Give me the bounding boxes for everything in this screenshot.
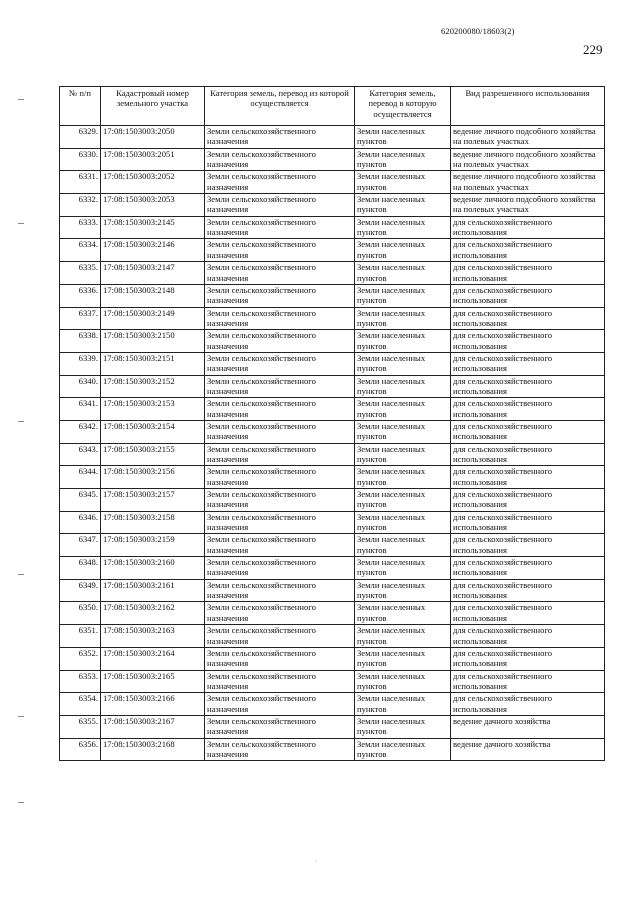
cell-permitted-use: для сельскохозяйственного использования — [451, 693, 605, 716]
table-row — [60, 330, 605, 353]
table-row — [60, 398, 605, 421]
cell-category-to: Земли населенных пунктов — [355, 738, 451, 761]
margin-mark — [18, 802, 24, 803]
cell-permitted-use: для сельскохозяйственного использования — [451, 216, 605, 239]
cell-category-to: Земли населенных пунктов — [355, 443, 451, 466]
cell-category-to: Земли населенных пунктов — [355, 126, 451, 149]
cell-cadastral: 17:08:1503003:2146 — [101, 239, 205, 262]
margin-mark — [18, 716, 24, 717]
cell-cadastral: 17:08:1503003:2158 — [101, 511, 205, 534]
cell-category-to: Земли населенных пунктов — [355, 352, 451, 375]
cell-category-to: Земли населенных пунктов — [355, 262, 451, 285]
cell-category-from: Земли сельскохозяйственного назначения — [205, 693, 355, 716]
cell-cadastral: 17:08:1503003:2156 — [101, 466, 205, 489]
cell-category-from: Земли сельскохозяйственного назначения — [205, 352, 355, 375]
cell-num: 6330. — [60, 148, 101, 171]
table-row — [60, 375, 605, 398]
cell-category-to: Земли населенных пунктов — [355, 602, 451, 625]
cell-category-to: Земли населенных пунктов — [355, 534, 451, 557]
cell-cadastral: 17:08:1503003:2154 — [101, 420, 205, 443]
cell-cadastral: 17:08:1503003:2053 — [101, 194, 205, 217]
document-code: 620200080/18603(2) — [441, 26, 515, 36]
cell-num: 6340. — [60, 375, 101, 398]
header-category-to: Категория земель, перевод в которую осуществляется — [355, 87, 451, 126]
cell-category-from: Земли сельскохозяйственного назначения — [205, 557, 355, 580]
table-row — [60, 715, 605, 738]
table-row — [60, 126, 605, 149]
cell-cadastral: 17:08:1503003:2051 — [101, 148, 205, 171]
cell-category-from: Земли сельскохозяйственного назначения — [205, 239, 355, 262]
cell-category-from: Земли сельскохозяйственного назначения — [205, 398, 355, 421]
cell-num: 6351. — [60, 625, 101, 648]
header-num: № п/п — [60, 87, 101, 126]
cell-category-to: Земли населенных пунктов — [355, 670, 451, 693]
cell-num: 6333. — [60, 216, 101, 239]
table-row — [60, 602, 605, 625]
cell-cadastral: 17:08:1503003:2157 — [101, 489, 205, 512]
table-row — [60, 693, 605, 716]
cell-permitted-use: ведение дачного хозяйства — [451, 738, 605, 761]
table-row — [60, 647, 605, 670]
cell-category-to: Земли населенных пунктов — [355, 557, 451, 580]
cell-permitted-use: для сельскохозяйственного использования — [451, 511, 605, 534]
cell-category-to: Земли населенных пунктов — [355, 398, 451, 421]
page-number: 229 — [583, 42, 603, 57]
cell-num: 6353. — [60, 670, 101, 693]
cell-num: 6350. — [60, 602, 101, 625]
cell-category-from: Земли сельскохозяйственного назначения — [205, 579, 355, 602]
cell-cadastral: 17:08:1503003:2163 — [101, 625, 205, 648]
cell-num: 6329. — [60, 126, 101, 149]
cell-permitted-use: для сельскохозяйственного использования — [451, 466, 605, 489]
cell-num: 6331. — [60, 171, 101, 194]
cell-category-to: Земли населенных пунктов — [355, 216, 451, 239]
table-row — [60, 534, 605, 557]
cell-category-from: Земли сельскохозяйственного назначения — [205, 284, 355, 307]
cell-category-to: Земли населенных пунктов — [355, 647, 451, 670]
cell-permitted-use: для сельскохозяйственного использования — [451, 625, 605, 648]
cell-cadastral: 17:08:1503003:2165 — [101, 670, 205, 693]
land-transfer-table — [59, 86, 605, 761]
cell-category-from: Земли сельскохозяйственного назначения — [205, 194, 355, 217]
table-row — [60, 307, 605, 330]
table-row — [60, 148, 605, 171]
cell-category-from: Земли сельскохозяйственного назначения — [205, 670, 355, 693]
cell-num: 6356. — [60, 738, 101, 761]
table-row — [60, 466, 605, 489]
table-row — [60, 670, 605, 693]
cell-num: 6347. — [60, 534, 101, 557]
cell-category-to: Земли населенных пунктов — [355, 307, 451, 330]
cell-category-from: Земли сельскохозяйственного назначения — [205, 330, 355, 353]
cell-permitted-use: для сельскохозяйственного использования — [451, 330, 605, 353]
cell-num: 6337. — [60, 307, 101, 330]
cell-category-from: Земли сельскохозяйственного назначения — [205, 489, 355, 512]
cell-permitted-use: ведение личного подсобного хозяйства на полевых участках — [451, 171, 605, 194]
margin-mark — [18, 421, 24, 422]
header-cadastral: Кадастровый номер земельного участка — [101, 87, 205, 126]
cell-cadastral: 17:08:1503003:2168 — [101, 738, 205, 761]
header-category-from: Категория земель, перевод из которой осуществляется — [205, 87, 355, 126]
cell-category-to: Земли населенных пунктов — [355, 420, 451, 443]
table-row — [60, 262, 605, 285]
cell-permitted-use: для сельскохозяйственного использования — [451, 420, 605, 443]
table-row — [60, 420, 605, 443]
cell-category-from: Земли сельскохозяйственного назначения — [205, 534, 355, 557]
cell-permitted-use: ведение личного подсобного хозяйства на полевых участках — [451, 148, 605, 171]
table-header-row — [60, 87, 605, 126]
cell-permitted-use: для сельскохозяйственного использования — [451, 670, 605, 693]
cell-cadastral: 17:08:1503003:2162 — [101, 602, 205, 625]
cell-cadastral: 17:08:1503003:2150 — [101, 330, 205, 353]
cell-category-from: Земли сельскохозяйственного назначения — [205, 602, 355, 625]
cell-category-from: Земли сельскохозяйственного назначения — [205, 216, 355, 239]
cell-num: 6342. — [60, 420, 101, 443]
table-row — [60, 557, 605, 580]
cell-category-to: Земли населенных пунктов — [355, 579, 451, 602]
cell-num: 6338. — [60, 330, 101, 353]
cell-cadastral: 17:08:1503003:2164 — [101, 647, 205, 670]
cell-cadastral: 17:08:1503003:2160 — [101, 557, 205, 580]
cell-permitted-use: ведение личного подсобного хозяйства на полевых участках — [451, 126, 605, 149]
cell-permitted-use: ведение личного подсобного хозяйства на полевых участках — [451, 194, 605, 217]
cell-cadastral: 17:08:1503003:2161 — [101, 579, 205, 602]
cell-category-to: Земли населенных пунктов — [355, 239, 451, 262]
table-row — [60, 511, 605, 534]
cell-category-to: Земли населенных пунктов — [355, 511, 451, 534]
cell-category-from: Земли сельскохозяйственного назначения — [205, 738, 355, 761]
table-row — [60, 579, 605, 602]
cell-category-from: Земли сельскохозяйственного назначения — [205, 625, 355, 648]
cell-num: 6352. — [60, 647, 101, 670]
margin-mark — [18, 223, 24, 224]
table-row — [60, 352, 605, 375]
cell-category-to: Земли населенных пунктов — [355, 284, 451, 307]
cell-category-from: Земли сельскохозяйственного назначения — [205, 715, 355, 738]
cell-category-from: Земли сельскохозяйственного назначения — [205, 443, 355, 466]
cell-category-from: Земли сельскохозяйственного назначения — [205, 171, 355, 194]
cell-category-to: Земли населенных пунктов — [355, 148, 451, 171]
cell-num: 6344. — [60, 466, 101, 489]
table-row — [60, 284, 605, 307]
cell-num: 6349. — [60, 579, 101, 602]
cell-cadastral: 17:08:1503003:2155 — [101, 443, 205, 466]
scan-dot: · — [315, 857, 318, 865]
cell-permitted-use: для сельскохозяйственного использования — [451, 398, 605, 421]
cell-category-to: Земли населенных пунктов — [355, 466, 451, 489]
cell-category-to: Земли населенных пунктов — [355, 375, 451, 398]
cell-num: 6348. — [60, 557, 101, 580]
cell-category-from: Земли сельскохозяйственного назначения — [205, 511, 355, 534]
table-row — [60, 738, 605, 761]
cell-permitted-use: для сельскохозяйственного использования — [451, 239, 605, 262]
cell-num: 6354. — [60, 693, 101, 716]
cell-permitted-use: для сельскохозяйственного использования — [451, 602, 605, 625]
cell-permitted-use: для сельскохозяйственного использования — [451, 557, 605, 580]
cell-category-to: Земли населенных пунктов — [355, 489, 451, 512]
cell-permitted-use: для сельскохозяйственного использования — [451, 284, 605, 307]
cell-category-to: Земли населенных пунктов — [355, 330, 451, 353]
cell-category-to: Земли населенных пунктов — [355, 625, 451, 648]
cell-num: 6335. — [60, 262, 101, 285]
table-row — [60, 194, 605, 217]
cell-category-from: Земли сельскохозяйственного назначения — [205, 647, 355, 670]
cell-permitted-use: для сельскохозяйственного использования — [451, 307, 605, 330]
cell-permitted-use: для сельскохозяйственного использования — [451, 262, 605, 285]
margin-mark — [18, 99, 24, 100]
cell-category-to: Земли населенных пунктов — [355, 715, 451, 738]
cell-num: 6332. — [60, 194, 101, 217]
cell-category-from: Земли сельскохозяйственного назначения — [205, 375, 355, 398]
cell-cadastral: 17:08:1503003:2151 — [101, 352, 205, 375]
cell-cadastral: 17:08:1503003:2159 — [101, 534, 205, 557]
cell-permitted-use: для сельскохозяйственного использования — [451, 489, 605, 512]
cell-permitted-use: для сельскохозяйственного использования — [451, 579, 605, 602]
table-body — [60, 126, 605, 761]
cell-permitted-use: для сельскохозяйственного использования — [451, 352, 605, 375]
table-row — [60, 443, 605, 466]
cell-category-from: Земли сельскохозяйственного назначения — [205, 262, 355, 285]
cell-permitted-use: для сельскохозяйственного использования — [451, 534, 605, 557]
cell-category-to: Земли населенных пунктов — [355, 194, 451, 217]
cell-category-from: Земли сельскохозяйственного назначения — [205, 466, 355, 489]
table-row — [60, 489, 605, 512]
table-row — [60, 216, 605, 239]
cell-permitted-use: для сельскохозяйственного использования — [451, 443, 605, 466]
cell-num: 6341. — [60, 398, 101, 421]
cell-num: 6334. — [60, 239, 101, 262]
cell-cadastral: 17:08:1503003:2149 — [101, 307, 205, 330]
cell-category-to: Земли населенных пунктов — [355, 171, 451, 194]
cell-category-to: Земли населенных пунктов — [355, 693, 451, 716]
cell-category-from: Земли сельскохозяйственного назначения — [205, 126, 355, 149]
cell-num: 6355. — [60, 715, 101, 738]
cell-cadastral: 17:08:1503003:2052 — [101, 171, 205, 194]
cell-category-from: Земли сельскохозяйственного назначения — [205, 307, 355, 330]
cell-permitted-use: ведение дачного хозяйства — [451, 715, 605, 738]
cell-num: 6339. — [60, 352, 101, 375]
cell-num: 6336. — [60, 284, 101, 307]
table-row — [60, 239, 605, 262]
cell-cadastral: 17:08:1503003:2147 — [101, 262, 205, 285]
margin-mark — [18, 574, 24, 575]
cell-category-from: Земли сельскохозяйственного назначения — [205, 148, 355, 171]
cell-category-from: Земли сельскохозяйственного назначения — [205, 420, 355, 443]
cell-num: 6346. — [60, 511, 101, 534]
cell-num: 6345. — [60, 489, 101, 512]
cell-cadastral: 17:08:1503003:2153 — [101, 398, 205, 421]
cell-cadastral: 17:08:1503003:2166 — [101, 693, 205, 716]
cell-cadastral: 17:08:1503003:2152 — [101, 375, 205, 398]
header-permitted-use: Вид разрешенного использования — [451, 87, 605, 126]
cell-permitted-use: для сельскохозяйственного использования — [451, 647, 605, 670]
table-row — [60, 625, 605, 648]
cell-cadastral: 17:08:1503003:2167 — [101, 715, 205, 738]
cell-permitted-use: для сельскохозяйственного использования — [451, 375, 605, 398]
table-row — [60, 171, 605, 194]
cell-num: 6343. — [60, 443, 101, 466]
cell-cadastral: 17:08:1503003:2050 — [101, 126, 205, 149]
cell-cadastral: 17:08:1503003:2145 — [101, 216, 205, 239]
cell-cadastral: 17:08:1503003:2148 — [101, 284, 205, 307]
